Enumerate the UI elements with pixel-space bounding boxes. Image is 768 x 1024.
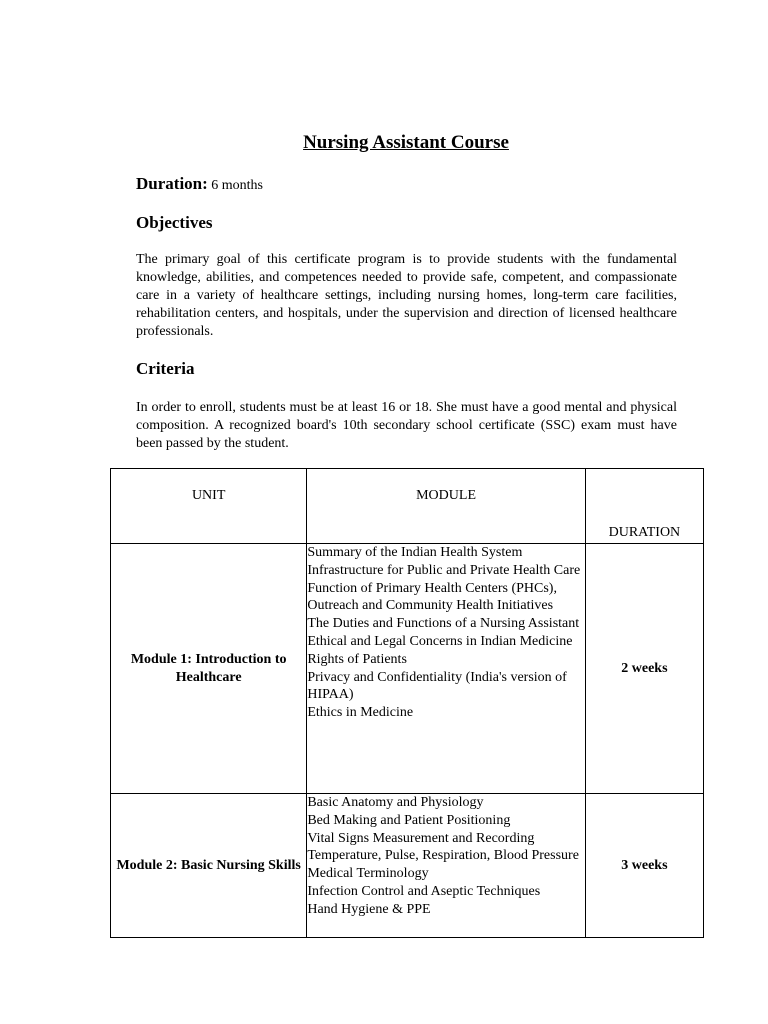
topic-item: Vital Signs Measurement and Recording [307, 830, 535, 846]
duration-label: Duration: [136, 174, 208, 193]
topic-item: Medical Terminology [307, 866, 429, 882]
topic-item: Hand Hygiene & PPE [307, 901, 431, 917]
unit-cell: Module 2: Basic Nursing Skills [111, 794, 307, 938]
table-row [111, 544, 704, 794]
topic-item: Bed Making and Patient Positioning [307, 812, 511, 828]
table-row [111, 794, 704, 938]
unit-cell: Module 1: Introduction to Healthcare [111, 544, 307, 794]
topic-item: Temperature, Pulse, Respiration, Blood Pressure [307, 848, 579, 864]
module-column-header: MODULE [307, 469, 585, 544]
topic-item: Infection Control and Aseptic Techniques [307, 883, 541, 899]
duration-cell: 2 weeks [585, 544, 703, 794]
topic-item: Function of Primary Health Centers (PHCs), Outreach and Community Health Initiatives [307, 580, 557, 614]
topic-item: Basic Anatomy and Physiology [307, 795, 484, 810]
topic-item: Privacy and Confidentiality (India's version of HIPAA) [307, 669, 567, 703]
topic-item: Rights of Patients [307, 651, 407, 667]
topic-item: Ethics in Medicine [307, 705, 414, 721]
criteria-heading: Criteria [136, 359, 195, 378]
table-header-row [111, 469, 704, 544]
objectives-heading: Objectives [136, 213, 213, 232]
topic-item: Ethical and Legal Concerns in Indian Medicine [307, 633, 573, 649]
objectives-paragraph: The primary goal of this certificate program is to provide students with the fundamental knowledge, abilities, and competences needed to provide safe, competent, and compassionate care in a variety of healthcare settings, including nursing homes, long-term care facilities, rehabilitation centers, and hospitals, under the supervision and direction of licensed healthcare professionals. [136, 252, 677, 339]
duration-line [136, 173, 263, 197]
duration-column-header: DURATION [585, 469, 703, 544]
topic-item: Summary of the Indian Health System [307, 545, 523, 560]
module-topics-cell [307, 544, 585, 794]
topic-item: The Duties and Functions of a Nursing Assistant [307, 616, 580, 632]
duration-cell: 3 weeks [585, 794, 703, 938]
module-topics-cell [307, 794, 585, 938]
document-title: Nursing Assistant Course [303, 132, 509, 153]
course-modules-table [110, 468, 704, 938]
topic-item: Infrastructure for Public and Private Health Care [307, 562, 581, 578]
unit-column-header: UNIT [111, 469, 307, 544]
criteria-paragraph: In order to enroll, students must be at least 16 or 18. She must have a good mental and physical composition. A recognized board's 10th secondary school certificate (SSC) exam must have been passed by the student. [136, 400, 677, 451]
duration-value: 6 months [211, 178, 264, 193]
